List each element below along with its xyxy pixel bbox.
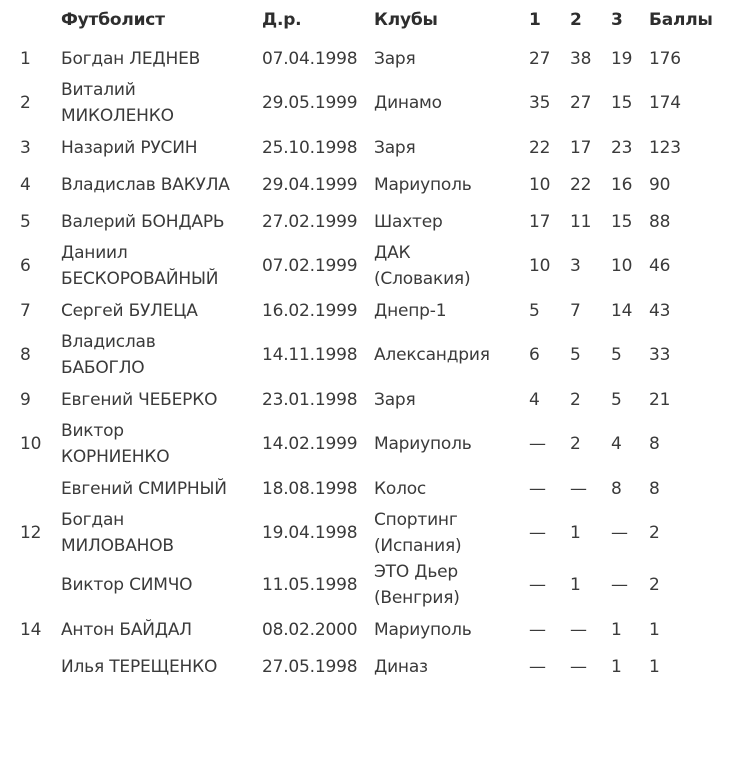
table-row [0, 292, 735, 329]
round-2-cell: 3 [570, 256, 581, 276]
player-name-line: Евгений СМИРНЫЙ [61, 478, 227, 499]
player-name-line: Валерий БОНДАРЬ [61, 211, 225, 232]
player-name-line: Даниил [61, 243, 128, 263]
player-name-line: Евгений ЧЕБЕРКО [61, 389, 218, 410]
round-1-cell: 5 [529, 300, 540, 321]
round-2-cell: 11 [570, 211, 592, 232]
club-cell [374, 611, 529, 648]
points-cell: 2 [649, 575, 660, 595]
club-line: (Испания) [374, 536, 462, 556]
dob-cell: 29.05.1999 [262, 93, 358, 113]
player-name-line: Виктор [61, 421, 124, 441]
player-name-line: Назарий РУСИН [61, 137, 198, 158]
points-cell: 2 [649, 523, 660, 543]
rank-cell: 5 [20, 211, 31, 232]
club-line: Заря [374, 137, 416, 158]
round-2-cell: 27 [570, 93, 592, 113]
club-cell [374, 40, 529, 77]
player-name-cell [61, 611, 262, 648]
round-2-cell: 2 [570, 434, 581, 454]
player-name-cell [61, 240, 262, 292]
rank-cell: 14 [20, 619, 42, 640]
points-cell: 8 [649, 478, 660, 499]
rank-cell: 1 [20, 48, 31, 69]
club-line: Днепр-1 [374, 300, 447, 321]
rank-cell: 10 [20, 434, 42, 454]
round-1-cell: — [529, 523, 546, 543]
dob-cell: 11.05.1998 [262, 575, 358, 595]
rank-cell: 2 [20, 93, 31, 113]
player-name-line: Богдан [61, 510, 125, 530]
points-cell: 176 [649, 48, 681, 69]
round-2-cell: — [570, 619, 587, 640]
round-2-cell: 1 [570, 523, 581, 543]
club-line: Динамо [374, 93, 442, 113]
player-name-cell [61, 129, 262, 166]
round-2-cell: 5 [570, 345, 581, 365]
club-line: Мариуполь [374, 619, 472, 640]
round-1-cell: 10 [529, 256, 551, 276]
round-1-cell: — [529, 575, 546, 595]
club-cell [374, 77, 529, 129]
round-1-cell: — [529, 434, 546, 454]
club-cell [374, 418, 529, 470]
table-row [0, 648, 735, 685]
club-line: (Словакия) [374, 269, 471, 289]
round-3-cell: 14 [611, 300, 633, 321]
player-name-line: Виталий [61, 80, 136, 100]
points-cell: 174 [649, 93, 681, 113]
player-name-line: Богдан ЛЕДНЕВ [61, 48, 201, 69]
rank-cell [0, 470, 61, 507]
table-row [0, 381, 735, 418]
round-3-cell: 1 [611, 619, 622, 640]
club-cell [374, 470, 529, 507]
player-name-cell [61, 40, 262, 77]
header-points: Баллы [649, 10, 713, 30]
round-1-cell: 4 [529, 389, 540, 410]
table-row [0, 507, 735, 559]
round-2-cell: 38 [570, 48, 592, 69]
header-player: Футболист [61, 10, 165, 30]
round-2-cell: — [570, 656, 587, 677]
round-3-cell: 4 [611, 434, 622, 454]
header-round-1: 1 [529, 10, 541, 30]
club-cell [374, 166, 529, 203]
table-row [0, 329, 735, 381]
round-3-cell: — [611, 523, 628, 543]
round-3-cell: 8 [611, 478, 622, 499]
points-cell: 43 [649, 300, 671, 321]
round-3-cell: 16 [611, 174, 633, 195]
dob-cell: 19.04.1998 [262, 523, 358, 543]
club-line: (Венгрия) [374, 588, 460, 608]
table-row [0, 470, 735, 507]
club-line: Спортинг [374, 510, 458, 530]
round-1-cell: 35 [529, 93, 551, 113]
rank-cell: 4 [20, 174, 31, 195]
round-1-cell: 6 [529, 345, 540, 365]
table-row [0, 77, 735, 129]
round-1-cell: 27 [529, 48, 551, 69]
round-3-cell: 15 [611, 93, 633, 113]
player-name-cell [61, 418, 262, 470]
player-name-line: Илья ТЕРЕЩЕНКО [61, 656, 218, 677]
dob-cell: 08.02.2000 [262, 619, 358, 640]
points-cell: 88 [649, 211, 671, 232]
player-name-cell [61, 559, 262, 611]
club-line: Шахтер [374, 211, 443, 232]
points-cell: 21 [649, 389, 671, 410]
player-name-line: Виктор СИМЧО [61, 575, 193, 595]
round-2-cell: 17 [570, 137, 592, 158]
points-cell: 1 [649, 619, 660, 640]
round-3-cell: 1 [611, 656, 622, 677]
club-cell [374, 203, 529, 240]
points-cell: 90 [649, 174, 671, 195]
club-cell [374, 292, 529, 329]
club-line: ЭТО Дьер [374, 562, 458, 582]
club-cell [374, 129, 529, 166]
table-row [0, 166, 735, 203]
club-line: ДАК [374, 243, 411, 263]
points-cell: 33 [649, 345, 671, 365]
club-line: Заря [374, 389, 416, 410]
club-cell [374, 240, 529, 292]
round-3-cell: 5 [611, 389, 622, 410]
header-dob: Д.р. [262, 10, 302, 30]
rank-cell [0, 559, 61, 611]
player-name-line: КОРНИЕНКО [61, 447, 170, 467]
table-row [0, 611, 735, 648]
round-3-cell: 19 [611, 48, 633, 69]
dob-cell: 18.08.1998 [262, 478, 358, 499]
dob-cell: 27.05.1998 [262, 656, 358, 677]
round-1-cell: — [529, 619, 546, 640]
dob-cell: 27.02.1999 [262, 211, 358, 232]
rank-cell [0, 648, 61, 685]
round-1-cell: — [529, 656, 546, 677]
round-3-cell: — [611, 575, 628, 595]
player-name-cell [61, 381, 262, 418]
points-cell: 46 [649, 256, 671, 276]
points-cell: 1 [649, 656, 660, 677]
player-name-cell [61, 507, 262, 559]
player-name-line: МИЛОВАНОВ [61, 536, 174, 556]
round-3-cell: 10 [611, 256, 633, 276]
dob-cell: 14.11.1998 [262, 345, 358, 365]
points-cell: 123 [649, 137, 681, 158]
round-2-cell: 7 [570, 300, 581, 321]
header-round-2: 2 [570, 10, 582, 30]
player-name-line: Антон БАЙДАЛ [61, 619, 192, 640]
round-1-cell: 22 [529, 137, 551, 158]
club-line: Александрия [374, 345, 490, 365]
table-row [0, 203, 735, 240]
player-name-line: БАБОГЛО [61, 358, 145, 378]
club-line: Мариуполь [374, 174, 472, 195]
dob-cell: 16.02.1999 [262, 300, 358, 321]
player-name-line: Владислав [61, 332, 156, 352]
player-name-cell [61, 77, 262, 129]
dob-cell: 07.04.1998 [262, 48, 358, 69]
rank-cell: 8 [20, 345, 31, 365]
rank-cell: 6 [20, 256, 31, 276]
rank-cell: 9 [20, 389, 31, 410]
table-row [0, 129, 735, 166]
player-name-line: Владислав ВАКУЛА [61, 174, 230, 195]
rank-cell: 12 [20, 523, 42, 543]
player-name-cell [61, 166, 262, 203]
player-name-line: МИКОЛЕНКО [61, 106, 174, 126]
points-cell: 8 [649, 434, 660, 454]
club-cell [374, 329, 529, 381]
header-rank [0, 0, 61, 40]
round-3-cell: 5 [611, 345, 622, 365]
round-2-cell: 1 [570, 575, 581, 595]
player-name-line: БЕСКОРОВАЙНЫЙ [61, 269, 219, 289]
club-line: Колос [374, 478, 427, 499]
player-name-cell [61, 648, 262, 685]
round-1-cell: — [529, 478, 546, 499]
round-1-cell: 10 [529, 174, 551, 195]
round-3-cell: 23 [611, 137, 633, 158]
dob-cell: 29.04.1999 [262, 174, 358, 195]
round-1-cell: 17 [529, 211, 551, 232]
player-name-cell [61, 329, 262, 381]
player-name-cell [61, 470, 262, 507]
round-2-cell: 2 [570, 389, 581, 410]
club-line: Диназ [374, 656, 428, 677]
player-name-line: Сергей БУЛЕЦА [61, 300, 198, 321]
dob-cell: 14.02.1999 [262, 434, 358, 454]
club-cell [374, 559, 529, 611]
round-2-cell: 22 [570, 174, 592, 195]
table-row [0, 240, 735, 292]
player-name-cell [61, 292, 262, 329]
club-cell [374, 507, 529, 559]
rank-cell: 7 [20, 300, 31, 321]
club-line: Мариуполь [374, 434, 472, 454]
club-cell [374, 648, 529, 685]
rank-cell: 3 [20, 137, 31, 158]
table-row [0, 559, 735, 611]
club-line: Заря [374, 48, 416, 69]
dob-cell: 25.10.1998 [262, 137, 358, 158]
dob-cell: 07.02.1999 [262, 256, 358, 276]
dob-cell: 23.01.1998 [262, 389, 358, 410]
table-row [0, 418, 735, 470]
header-club: Клубы [374, 10, 438, 30]
round-3-cell: 15 [611, 211, 633, 232]
club-cell [374, 381, 529, 418]
round-2-cell: — [570, 478, 587, 499]
table-row [0, 40, 735, 77]
player-name-cell [61, 203, 262, 240]
table-header-row [0, 0, 735, 40]
header-round-3: 3 [611, 10, 623, 30]
